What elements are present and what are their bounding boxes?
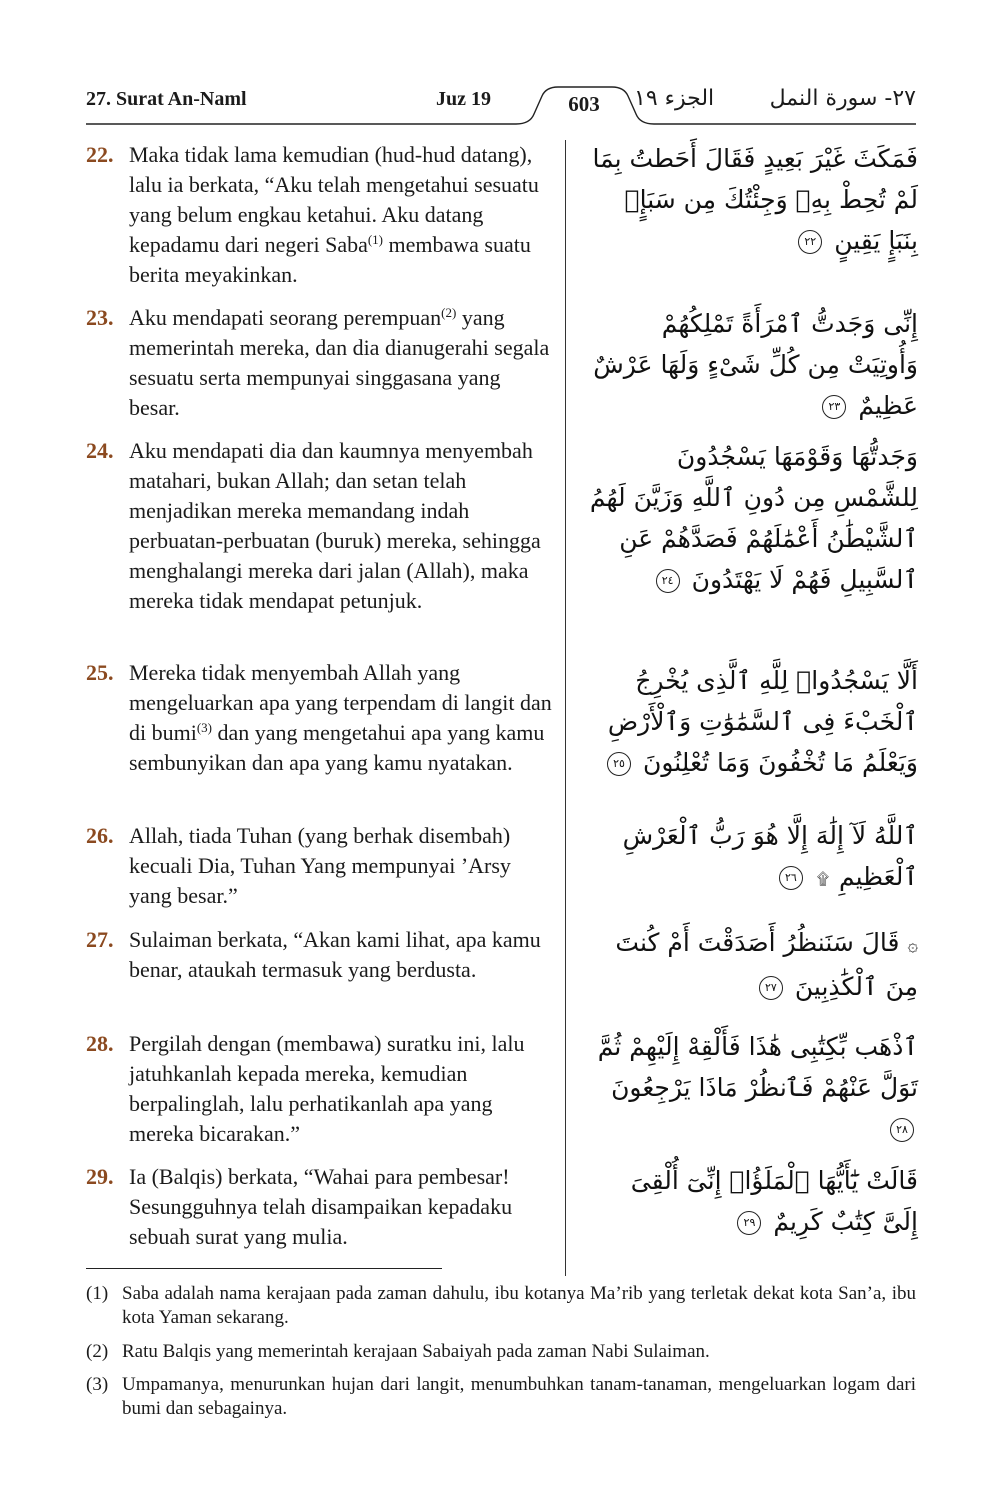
verse-number: 22. [86, 142, 114, 167]
verse-number: 28. [86, 1031, 114, 1056]
footnote-separator [86, 1268, 442, 1269]
verse-translation-24 [86, 436, 556, 616]
verse-arabic-28 [588, 1026, 918, 1149]
page-number: 603 [568, 92, 600, 116]
verse-number: 24. [86, 438, 114, 463]
footnote-text: Ratu Balqis yang memerintah kerajaan Sabaiyah pada zaman Nabi Sulaiman. [122, 1341, 710, 1362]
verse-arabic-26 [588, 815, 918, 899]
ayah-end-marker: ٢٩ [737, 1211, 761, 1235]
footnote-3 [86, 1373, 916, 1421]
verse-arabic-25 [588, 660, 918, 783]
footnote-mark: (2) [86, 1341, 109, 1362]
verse-number: 25. [86, 660, 114, 685]
arabic-text: ٱذْهَب بِّكِتَٰبِى هَٰذَا فَأَلْقِهْ إِلَيْهِمْ ثُمَّ تَوَلَّ عَنْهُمْ فَٱنظُرْ مَاذَا يَرْجِعُونَ [597, 1032, 918, 1102]
arabic-text: قَالَ سَنَنظُرُ أَصَدَقْتَ أَمْ كُنتَ مِنَ ٱلْكَٰذِبِينَ [615, 928, 918, 1001]
footnote-text: Umpamanya, menurunkan hujan dari langit, menumbuhkan tanam-tanaman, mengeluarkan logam dari bumi dan sebagainya. [122, 1374, 916, 1419]
arabic-text: وَجَدتُّهَا وَقَوْمَهَا يَسْجُدُونَ لِلشَّمْسِ مِن دُونِ ٱللَّهِ وَزَيَّنَ لَهُمُ ٱلشَّيْطَٰنُ أَعْمَٰلَهُمْ فَصَدَّهُمْ عَنِ ٱلسَّبِيلِ فَهُمْ لَا يَهْتَدُونَ [589, 442, 918, 594]
verse-translation-25 [86, 658, 556, 778]
ayah-end-marker: ٢٦ [779, 866, 803, 890]
verse-text: Maka tidak lama kemudian (hud-hud datang), lalu ia berkata, “Aku telah mengetahui sesuatu yang belum engkau ketahui. Aku datang kepadamu dari negeri Saba$^{(1)}$ membawa suatu berita meyakinkan. [129, 142, 539, 287]
sajda-icon: ۩ [816, 868, 830, 888]
ayah-end-marker: ٢٨ [890, 1118, 914, 1142]
footnote-mark: (3) [86, 1374, 109, 1395]
ayah-end-marker: ٢٤ [656, 569, 680, 593]
footnote-ref: (3) [196, 720, 213, 735]
verse-arabic-22 [588, 138, 918, 261]
verse-text: Pergilah dengan (membawa) suratku ini, lalu jatuhkanlah kepada mereka, kemudian berpalinglah, lalu perhatikanlah apa yang mereka bicarakan.” [129, 1031, 525, 1146]
column-divider [565, 140, 566, 1276]
ayah-end-marker: ٢٣ [822, 395, 846, 419]
surah-title-arabic: ٢٧- سورة النمل [769, 86, 916, 111]
arabic-text: إِنِّى وَجَدتُّ ٱمْرَأَةً تَمْلِكُهُمْ وَأُوتِيَتْ مِن كُلِّ شَىْءٍ وَلَهَا عَرْشٌ عَظِيمٌ [593, 309, 918, 420]
juz-label-arabic: الجزء ١٩ [634, 86, 715, 111]
footnote-ref: (1) [367, 232, 384, 247]
verse-translation-22 [86, 140, 556, 290]
verse-number: 27. [86, 927, 114, 952]
verse-arabic-24 [588, 436, 918, 600]
verse-number: 26. [86, 823, 114, 848]
arabic-text: فَمَكَثَ غَيْرَ بَعِيدٍ فَقَالَ أَحَطتُ بِمَا لَمْ تُحِطْ بِهِۦ وَجِئْتُكَ مِن سَبَإٍۭ بِنَبَإٍ يَقِينٍ [592, 144, 918, 255]
verse-text: Aku mendapati dia dan kaumnya menyembah matahari, bukan Allah; dan setan telah menjadikan mereka memandang indah perbuatan-perbuatan (buruk) mereka, sehingga menghalangi mereka dari jalan (Allah), maka mereka tidak mendapat petunjuk. [129, 438, 541, 613]
verse-arabic-27 [588, 922, 918, 1007]
verse-arabic-29 [588, 1160, 918, 1242]
verse-translation-29 [86, 1162, 556, 1252]
footnote-1 [86, 1282, 916, 1330]
verse-text: Aku mendapati seorang perempuan$^{(2)}$ yang memerintah mereka, dan dia dianugerahi segala sesuatu serta mempunyai singgasana yang besar. [129, 305, 550, 420]
ayah-end-marker: ٢٥ [607, 752, 631, 776]
page-header [86, 84, 916, 124]
ayah-end-marker: ٢٧ [759, 976, 783, 1000]
verse-translation-23 [86, 303, 556, 423]
verse-arabic-23 [588, 303, 918, 426]
verse-text: Ia (Balqis) berkata, “Wahai para pembesar! Sesungguhnya telah disampaikan kepadaku sebuah surat yang mulia. [129, 1164, 513, 1249]
footnote-ref: (2) [441, 305, 457, 320]
footnote-text: Saba adalah nama kerajaan pada zaman dahulu, ibu kotanya Ma’rib yang terletak dekat kota San’a, ibu kota Yaman sekarang. [122, 1283, 916, 1328]
verse-number: 29. [86, 1164, 114, 1189]
verse-number: 23. [86, 305, 114, 330]
arabic-text: قَالَتْ يَٰٓأَيُّهَا ٱلْمَلَؤُا۟ إِنِّىٓ أُلْقِىَ إِلَىَّ كِتَٰبٌ كَرِيمٌ [630, 1166, 918, 1236]
verse-text: Sulaiman berkata, “Akan kami lihat, apa kamu benar, ataukah termasuk yang berdusta. [129, 927, 541, 982]
hizb-star-icon: ۞ [907, 935, 918, 956]
arabic-text: أَلَّا يَسْجُدُوا۟ لِلَّهِ ٱلَّذِى يُخْرِجُ ٱلْخَبْءَ فِى ٱلسَّمَٰوَٰتِ وَٱلْأَرْضِ وَيَعْلَمُ مَا تُخْفُونَ وَمَا تُعْلِنُونَ [607, 666, 918, 777]
footnote-2 [86, 1340, 916, 1364]
juz-label-latin: Juz 19 [436, 88, 491, 110]
verse-translation-26 [86, 821, 556, 911]
verse-translation-28 [86, 1029, 556, 1149]
verse-text: Mereka tidak menyembah Allah yang mengeluarkan apa yang terpendam di langit dan di bumi$^{(3)}$ dan yang mengetahui apa yang kamu sembunyikan dan apa yang kamu nyatakan. [129, 660, 552, 775]
surah-title-latin: 27. Surat An-Naml [86, 88, 247, 110]
ayah-end-marker: ٢٢ [798, 230, 822, 254]
arabic-text: ٱللَّهُ لَآ إِلَٰهَ إِلَّا هُوَ رَبُّ ٱلْعَرْشِ ٱلْعَظِيمِ [622, 821, 918, 891]
verse-text: Allah, tiada Tuhan (yang berhak disembah) kecuali Dia, Tuhan Yang mempunyai ’Arsy yang besar.” [129, 823, 511, 908]
verse-translation-27 [86, 925, 556, 985]
footnote-mark: (1) [86, 1283, 109, 1304]
